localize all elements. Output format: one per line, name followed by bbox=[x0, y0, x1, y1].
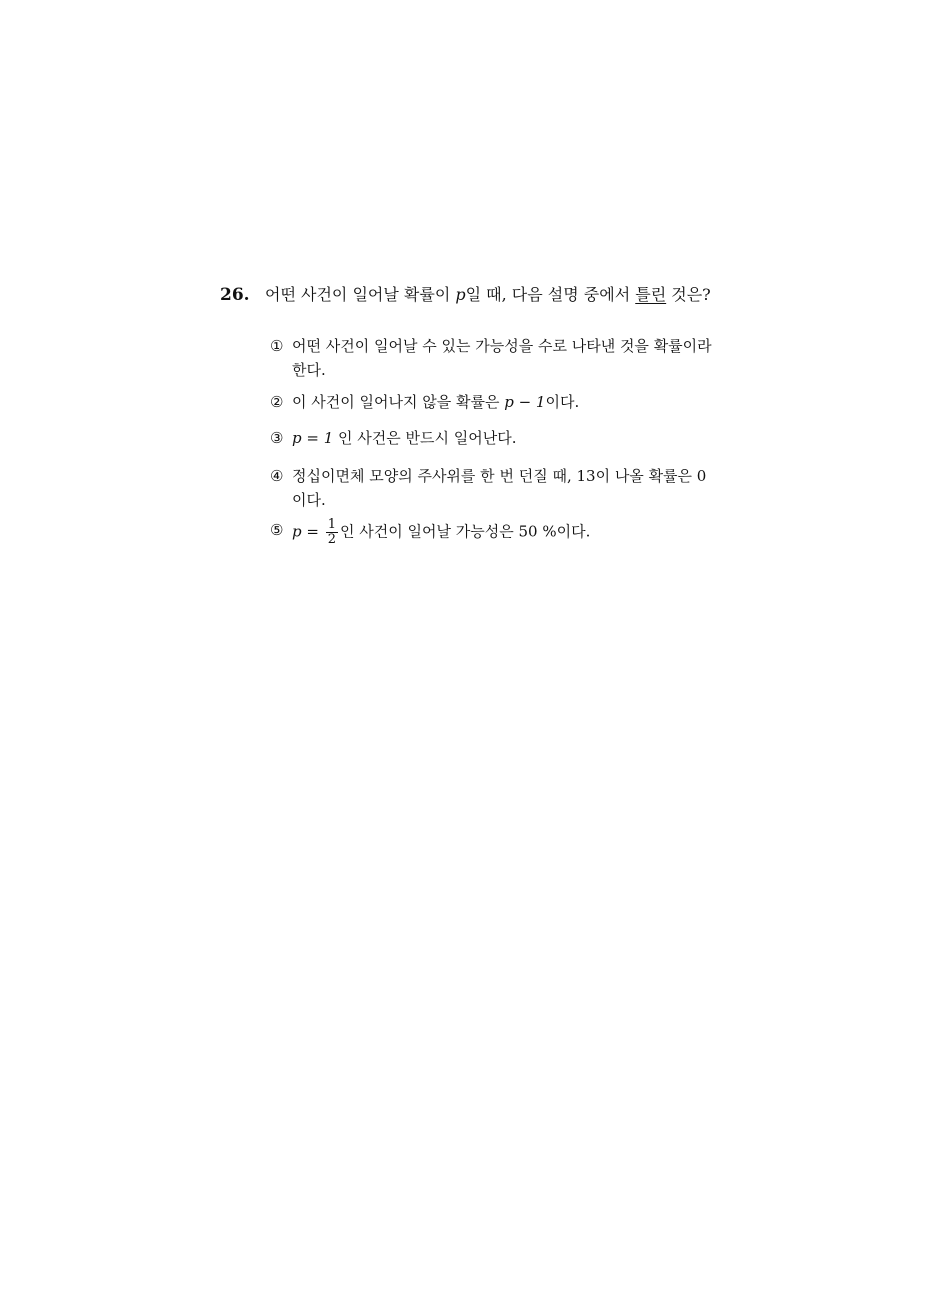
fraction-numerator: 1 bbox=[327, 517, 337, 532]
choice-5-expression: p = bbox=[292, 522, 319, 541]
choice-2-text-before: 이 사건이 일어나지 않을 확률은 bbox=[292, 393, 505, 411]
choice-3[interactable] bbox=[270, 426, 517, 450]
choice-1[interactable] bbox=[270, 334, 712, 382]
choice-2[interactable] bbox=[270, 390, 579, 414]
choice-3-expression: p = 1 bbox=[292, 429, 334, 447]
choice-1-line1: 어떤 사건이 일어날 수 있는 가능성을 수로 나타낸 것을 확률이라 bbox=[292, 337, 712, 355]
choice-2-text-after: 이다. bbox=[545, 393, 580, 411]
choice-2-expression: p − 1 bbox=[504, 393, 546, 411]
stem-underlined-word: 틀린 bbox=[635, 285, 667, 304]
choice-4-mark: ④ bbox=[270, 467, 284, 485]
stem-text-after: 것은? bbox=[666, 285, 711, 304]
choice-4-line2: 이다. bbox=[292, 491, 326, 509]
question-header bbox=[220, 282, 740, 308]
question-stem bbox=[265, 282, 711, 308]
choice-4-line1: 정십이면체 모양의 주사위를 한 번 던질 때, 13이 나올 확률은 0 bbox=[292, 467, 707, 485]
question-number: 26. bbox=[220, 285, 250, 305]
choice-5-mark: ⑤ bbox=[270, 521, 284, 539]
choice-3-mark: ③ bbox=[270, 429, 284, 447]
choice-5-fraction bbox=[326, 518, 338, 547]
choice-4[interactable] bbox=[270, 464, 706, 512]
choice-5[interactable] bbox=[270, 518, 590, 547]
choice-3-text: 인 사건은 반드시 일어난다. bbox=[338, 429, 517, 447]
stem-variable: p bbox=[455, 285, 466, 304]
stem-text-mid: 일 때, 다음 설명 중에서 bbox=[465, 285, 636, 304]
choice-5-text: 인 사건이 일어날 가능성은 50 %이다. bbox=[340, 522, 591, 541]
stem-text-before: 어떤 사건이 일어날 확률이 bbox=[265, 285, 456, 304]
choice-1-line2: 한다. bbox=[292, 361, 326, 379]
choice-2-mark: ② bbox=[270, 393, 284, 411]
fraction-denominator: 2 bbox=[327, 532, 337, 547]
choice-1-mark: ① bbox=[270, 337, 284, 355]
question-26 bbox=[220, 282, 740, 547]
